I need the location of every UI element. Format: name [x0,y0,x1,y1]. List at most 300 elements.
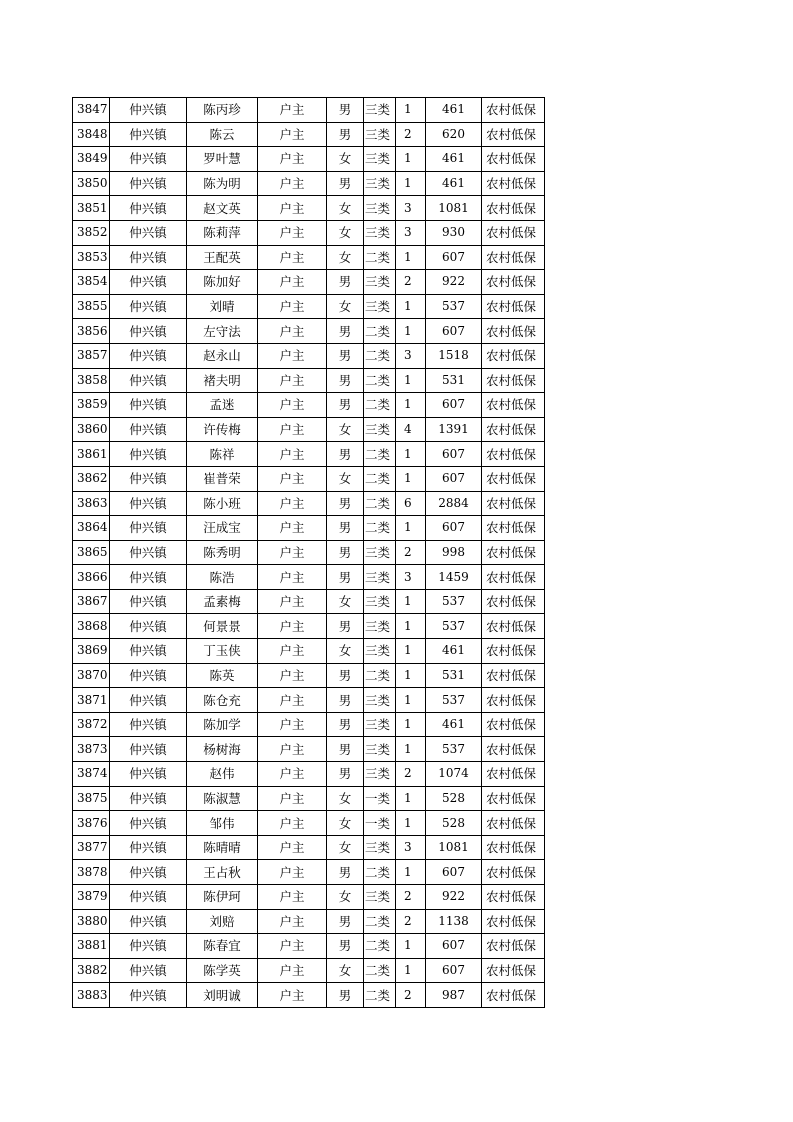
record-number-cell: 3862 [73,466,110,491]
amount-cell: 1459 [426,565,482,590]
household-size-cell: 1 [396,147,426,172]
household-size-cell: 1 [396,639,426,664]
relief-type-cell: 农村低保 [482,983,545,1008]
category-cell: 三类 [364,688,396,713]
household-size-cell: 2 [396,122,426,147]
household-size-cell: 2 [396,983,426,1008]
record-number-cell: 3859 [73,393,110,418]
relief-type-cell: 农村低保 [482,762,545,787]
name-cell: 孟迷 [187,393,258,418]
table-row [73,688,545,713]
category-cell: 二类 [364,934,396,959]
table-row [73,958,545,983]
amount-cell: 607 [426,958,482,983]
relief-type-cell: 农村低保 [482,737,545,762]
town-cell: 仲兴镇 [110,712,187,737]
relief-type-cell: 农村低保 [482,368,545,393]
category-cell: 三类 [364,639,396,664]
relation-cell: 户主 [258,442,327,467]
relation-cell: 户主 [258,762,327,787]
relation-cell: 户主 [258,466,327,491]
table-row [73,491,545,516]
gender-cell: 男 [327,688,364,713]
gender-cell: 男 [327,442,364,467]
amount-cell: 620 [426,122,482,147]
relief-type-cell: 农村低保 [482,540,545,565]
relation-cell: 户主 [258,368,327,393]
table-row [73,540,545,565]
relation-cell: 户主 [258,958,327,983]
town-cell: 仲兴镇 [110,614,187,639]
category-cell: 三类 [364,122,396,147]
relief-type-cell: 农村低保 [482,147,545,172]
table-body [73,98,545,1008]
name-cell: 陈淑慧 [187,786,258,811]
amount-cell: 930 [426,220,482,245]
gender-cell: 男 [327,368,364,393]
gender-cell: 男 [327,934,364,959]
table-row [73,393,545,418]
amount-cell: 531 [426,663,482,688]
amount-cell: 461 [426,639,482,664]
name-cell: 陈春宜 [187,934,258,959]
category-cell: 三类 [364,712,396,737]
town-cell: 仲兴镇 [110,196,187,221]
relation-cell: 户主 [258,393,327,418]
amount-cell: 607 [426,466,482,491]
record-number-cell: 3869 [73,639,110,664]
gender-cell: 男 [327,909,364,934]
gender-cell: 男 [327,762,364,787]
amount-cell: 1074 [426,762,482,787]
household-size-cell: 1 [396,737,426,762]
table-row [73,368,545,393]
town-cell: 仲兴镇 [110,958,187,983]
amount-cell: 1518 [426,343,482,368]
name-cell: 陈小班 [187,491,258,516]
town-cell: 仲兴镇 [110,762,187,787]
gender-cell: 男 [327,122,364,147]
name-cell: 陈英 [187,663,258,688]
gender-cell: 女 [327,294,364,319]
amount-cell: 528 [426,811,482,836]
gender-cell: 男 [327,98,364,123]
town-cell: 仲兴镇 [110,393,187,418]
name-cell: 陈浩 [187,565,258,590]
relief-type-cell: 农村低保 [482,712,545,737]
amount-cell: 461 [426,98,482,123]
household-size-cell: 1 [396,294,426,319]
name-cell: 陈莉萍 [187,220,258,245]
category-cell: 三类 [364,762,396,787]
name-cell: 孟素梅 [187,589,258,614]
name-cell: 王配英 [187,245,258,270]
category-cell: 二类 [364,466,396,491]
table-row [73,712,545,737]
relief-type-cell: 农村低保 [482,589,545,614]
record-number-cell: 3848 [73,122,110,147]
town-cell: 仲兴镇 [110,811,187,836]
record-number-cell: 3852 [73,220,110,245]
relation-cell: 户主 [258,540,327,565]
category-cell: 三类 [364,565,396,590]
name-cell: 陈云 [187,122,258,147]
amount-cell: 607 [426,934,482,959]
record-number-cell: 3870 [73,663,110,688]
table-row [73,98,545,123]
table-row [73,466,545,491]
amount-cell: 461 [426,712,482,737]
name-cell: 何景景 [187,614,258,639]
record-number-cell: 3878 [73,860,110,885]
relief-type-cell: 农村低保 [482,909,545,934]
town-cell: 仲兴镇 [110,589,187,614]
gender-cell: 女 [327,466,364,491]
record-number-cell: 3871 [73,688,110,713]
gender-cell: 男 [327,860,364,885]
category-cell: 二类 [364,958,396,983]
category-cell: 三类 [364,614,396,639]
table-row [73,171,545,196]
amount-cell: 461 [426,171,482,196]
relation-cell: 户主 [258,614,327,639]
relief-type-cell: 农村低保 [482,393,545,418]
relief-type-cell: 农村低保 [482,294,545,319]
town-cell: 仲兴镇 [110,639,187,664]
relief-type-cell: 农村低保 [482,466,545,491]
name-cell: 赵永山 [187,343,258,368]
town-cell: 仲兴镇 [110,294,187,319]
table-row [73,122,545,147]
relation-cell: 户主 [258,688,327,713]
table-row [73,220,545,245]
household-size-cell: 1 [396,934,426,959]
category-cell: 三类 [364,147,396,172]
household-size-cell: 3 [396,196,426,221]
record-number-cell: 3880 [73,909,110,934]
category-cell: 二类 [364,343,396,368]
name-cell: 丁玉侠 [187,639,258,664]
gender-cell: 女 [327,811,364,836]
amount-cell: 1138 [426,909,482,934]
table-row [73,565,545,590]
relief-type-cell: 农村低保 [482,786,545,811]
name-cell: 汪成宝 [187,516,258,541]
record-number-cell: 3850 [73,171,110,196]
amount-cell: 537 [426,294,482,319]
gender-cell: 男 [327,565,364,590]
record-number-cell: 3873 [73,737,110,762]
town-cell: 仲兴镇 [110,122,187,147]
relief-type-cell: 农村低保 [482,122,545,147]
table-row [73,934,545,959]
household-size-cell: 1 [396,860,426,885]
town-cell: 仲兴镇 [110,786,187,811]
category-cell: 二类 [364,909,396,934]
name-cell: 刘明诚 [187,983,258,1008]
relation-cell: 户主 [258,516,327,541]
household-size-cell: 1 [396,688,426,713]
record-number-cell: 3868 [73,614,110,639]
name-cell: 陈祥 [187,442,258,467]
name-cell: 赵文英 [187,196,258,221]
relief-type-cell: 农村低保 [482,688,545,713]
category-cell: 二类 [364,245,396,270]
gender-cell: 女 [327,786,364,811]
category-cell: 二类 [364,368,396,393]
relief-type-cell: 农村低保 [482,934,545,959]
amount-cell: 607 [426,516,482,541]
name-cell: 刘赔 [187,909,258,934]
relation-cell: 户主 [258,196,327,221]
town-cell: 仲兴镇 [110,983,187,1008]
record-number-cell: 3867 [73,589,110,614]
name-cell: 邹伟 [187,811,258,836]
name-cell: 陈加学 [187,712,258,737]
town-cell: 仲兴镇 [110,540,187,565]
relief-type-cell: 农村低保 [482,196,545,221]
name-cell: 陈仓充 [187,688,258,713]
category-cell: 三类 [364,737,396,762]
town-cell: 仲兴镇 [110,663,187,688]
category-cell: 三类 [364,270,396,295]
category-cell: 三类 [364,417,396,442]
household-size-cell: 2 [396,540,426,565]
town-cell: 仲兴镇 [110,417,187,442]
name-cell: 刘晴 [187,294,258,319]
relation-cell: 户主 [258,934,327,959]
relief-type-cell: 农村低保 [482,614,545,639]
category-cell: 三类 [364,171,396,196]
relation-cell: 户主 [258,589,327,614]
gender-cell: 女 [327,245,364,270]
amount-cell: 987 [426,983,482,1008]
relation-cell: 户主 [258,639,327,664]
amount-cell: 607 [426,319,482,344]
relation-cell: 户主 [258,811,327,836]
record-number-cell: 3851 [73,196,110,221]
table-row [73,909,545,934]
table-row [73,835,545,860]
relation-cell: 户主 [258,565,327,590]
relation-cell: 户主 [258,909,327,934]
household-size-cell: 6 [396,491,426,516]
name-cell: 陈为明 [187,171,258,196]
table-row [73,614,545,639]
relief-type-cell: 农村低保 [482,663,545,688]
relief-type-cell: 农村低保 [482,958,545,983]
record-number-cell: 3881 [73,934,110,959]
town-cell: 仲兴镇 [110,171,187,196]
household-size-cell: 1 [396,811,426,836]
town-cell: 仲兴镇 [110,516,187,541]
relief-type-cell: 农村低保 [482,885,545,910]
table-row [73,860,545,885]
gender-cell: 男 [327,516,364,541]
relation-cell: 户主 [258,245,327,270]
gender-cell: 男 [327,712,364,737]
category-cell: 二类 [364,663,396,688]
gender-cell: 女 [327,220,364,245]
town-cell: 仲兴镇 [110,270,187,295]
town-cell: 仲兴镇 [110,466,187,491]
record-number-cell: 3882 [73,958,110,983]
relation-cell: 户主 [258,294,327,319]
amount-cell: 1391 [426,417,482,442]
table-row [73,762,545,787]
table-row [73,983,545,1008]
household-size-cell: 3 [396,565,426,590]
amount-cell: 537 [426,737,482,762]
category-cell: 一类 [364,786,396,811]
category-cell: 二类 [364,491,396,516]
record-number-cell: 3853 [73,245,110,270]
record-number-cell: 3861 [73,442,110,467]
household-size-cell: 2 [396,270,426,295]
town-cell: 仲兴镇 [110,491,187,516]
category-cell: 二类 [364,860,396,885]
category-cell: 二类 [364,393,396,418]
table-row [73,811,545,836]
relief-type-cell: 农村低保 [482,270,545,295]
table-row [73,147,545,172]
amount-cell: 537 [426,589,482,614]
relief-type-cell: 农村低保 [482,835,545,860]
name-cell: 褚夫明 [187,368,258,393]
gender-cell: 女 [327,417,364,442]
gender-cell: 男 [327,393,364,418]
gender-cell: 男 [327,319,364,344]
town-cell: 仲兴镇 [110,98,187,123]
name-cell: 崔普荣 [187,466,258,491]
relief-type-cell: 农村低保 [482,565,545,590]
table-row [73,663,545,688]
amount-cell: 531 [426,368,482,393]
household-size-cell: 1 [396,516,426,541]
gender-cell: 女 [327,835,364,860]
relation-cell: 户主 [258,712,327,737]
category-cell: 三类 [364,294,396,319]
relation-cell: 户主 [258,220,327,245]
relief-type-cell: 农村低保 [482,442,545,467]
amount-cell: 537 [426,688,482,713]
household-size-cell: 2 [396,909,426,934]
relation-cell: 户主 [258,417,327,442]
gender-cell: 男 [327,737,364,762]
category-cell: 二类 [364,516,396,541]
town-cell: 仲兴镇 [110,245,187,270]
relation-cell: 户主 [258,663,327,688]
relation-cell: 户主 [258,270,327,295]
household-size-cell: 1 [396,98,426,123]
record-number-cell: 3858 [73,368,110,393]
name-cell: 陈学英 [187,958,258,983]
name-cell: 左守法 [187,319,258,344]
relief-type-cell: 农村低保 [482,811,545,836]
amount-cell: 528 [426,786,482,811]
record-number-cell: 3854 [73,270,110,295]
table-row [73,516,545,541]
household-size-cell: 3 [396,343,426,368]
amount-cell: 607 [426,860,482,885]
name-cell: 陈秀明 [187,540,258,565]
gender-cell: 男 [327,171,364,196]
relief-type-cell: 农村低保 [482,98,545,123]
relation-cell: 户主 [258,98,327,123]
household-size-cell: 3 [396,835,426,860]
household-size-cell: 1 [396,319,426,344]
record-number-cell: 3872 [73,712,110,737]
relief-type-cell: 农村低保 [482,860,545,885]
relation-cell: 户主 [258,786,327,811]
household-size-cell: 1 [396,712,426,737]
gender-cell: 男 [327,614,364,639]
record-number-cell: 3875 [73,786,110,811]
category-cell: 三类 [364,835,396,860]
record-number-cell: 3877 [73,835,110,860]
category-cell: 三类 [364,196,396,221]
category-cell: 三类 [364,540,396,565]
town-cell: 仲兴镇 [110,319,187,344]
household-size-cell: 1 [396,393,426,418]
record-number-cell: 3876 [73,811,110,836]
relation-cell: 户主 [258,885,327,910]
table-row [73,639,545,664]
record-number-cell: 3863 [73,491,110,516]
town-cell: 仲兴镇 [110,737,187,762]
town-cell: 仲兴镇 [110,368,187,393]
amount-cell: 922 [426,270,482,295]
amount-cell: 461 [426,147,482,172]
record-number-cell: 3874 [73,762,110,787]
household-size-cell: 1 [396,442,426,467]
record-number-cell: 3883 [73,983,110,1008]
record-number-cell: 3864 [73,516,110,541]
amount-cell: 998 [426,540,482,565]
relief-type-cell: 农村低保 [482,343,545,368]
name-cell: 赵伟 [187,762,258,787]
town-cell: 仲兴镇 [110,565,187,590]
category-cell: 三类 [364,98,396,123]
household-size-cell: 4 [396,417,426,442]
record-number-cell: 3860 [73,417,110,442]
name-cell: 陈丙珍 [187,98,258,123]
table-row [73,417,545,442]
town-cell: 仲兴镇 [110,147,187,172]
town-cell: 仲兴镇 [110,860,187,885]
relation-cell: 户主 [258,983,327,1008]
relief-type-cell: 农村低保 [482,516,545,541]
name-cell: 陈加好 [187,270,258,295]
table-row [73,786,545,811]
category-cell: 二类 [364,319,396,344]
relation-cell: 户主 [258,835,327,860]
gender-cell: 男 [327,540,364,565]
town-cell: 仲兴镇 [110,934,187,959]
relief-type-cell: 农村低保 [482,171,545,196]
relation-cell: 户主 [258,171,327,196]
table-row [73,589,545,614]
relief-type-cell: 农村低保 [482,639,545,664]
gender-cell: 男 [327,983,364,1008]
relation-cell: 户主 [258,860,327,885]
relation-cell: 户主 [258,319,327,344]
household-size-cell: 1 [396,245,426,270]
record-number-cell: 3855 [73,294,110,319]
gender-cell: 女 [327,958,364,983]
relief-type-cell: 农村低保 [482,319,545,344]
household-size-cell: 1 [396,589,426,614]
